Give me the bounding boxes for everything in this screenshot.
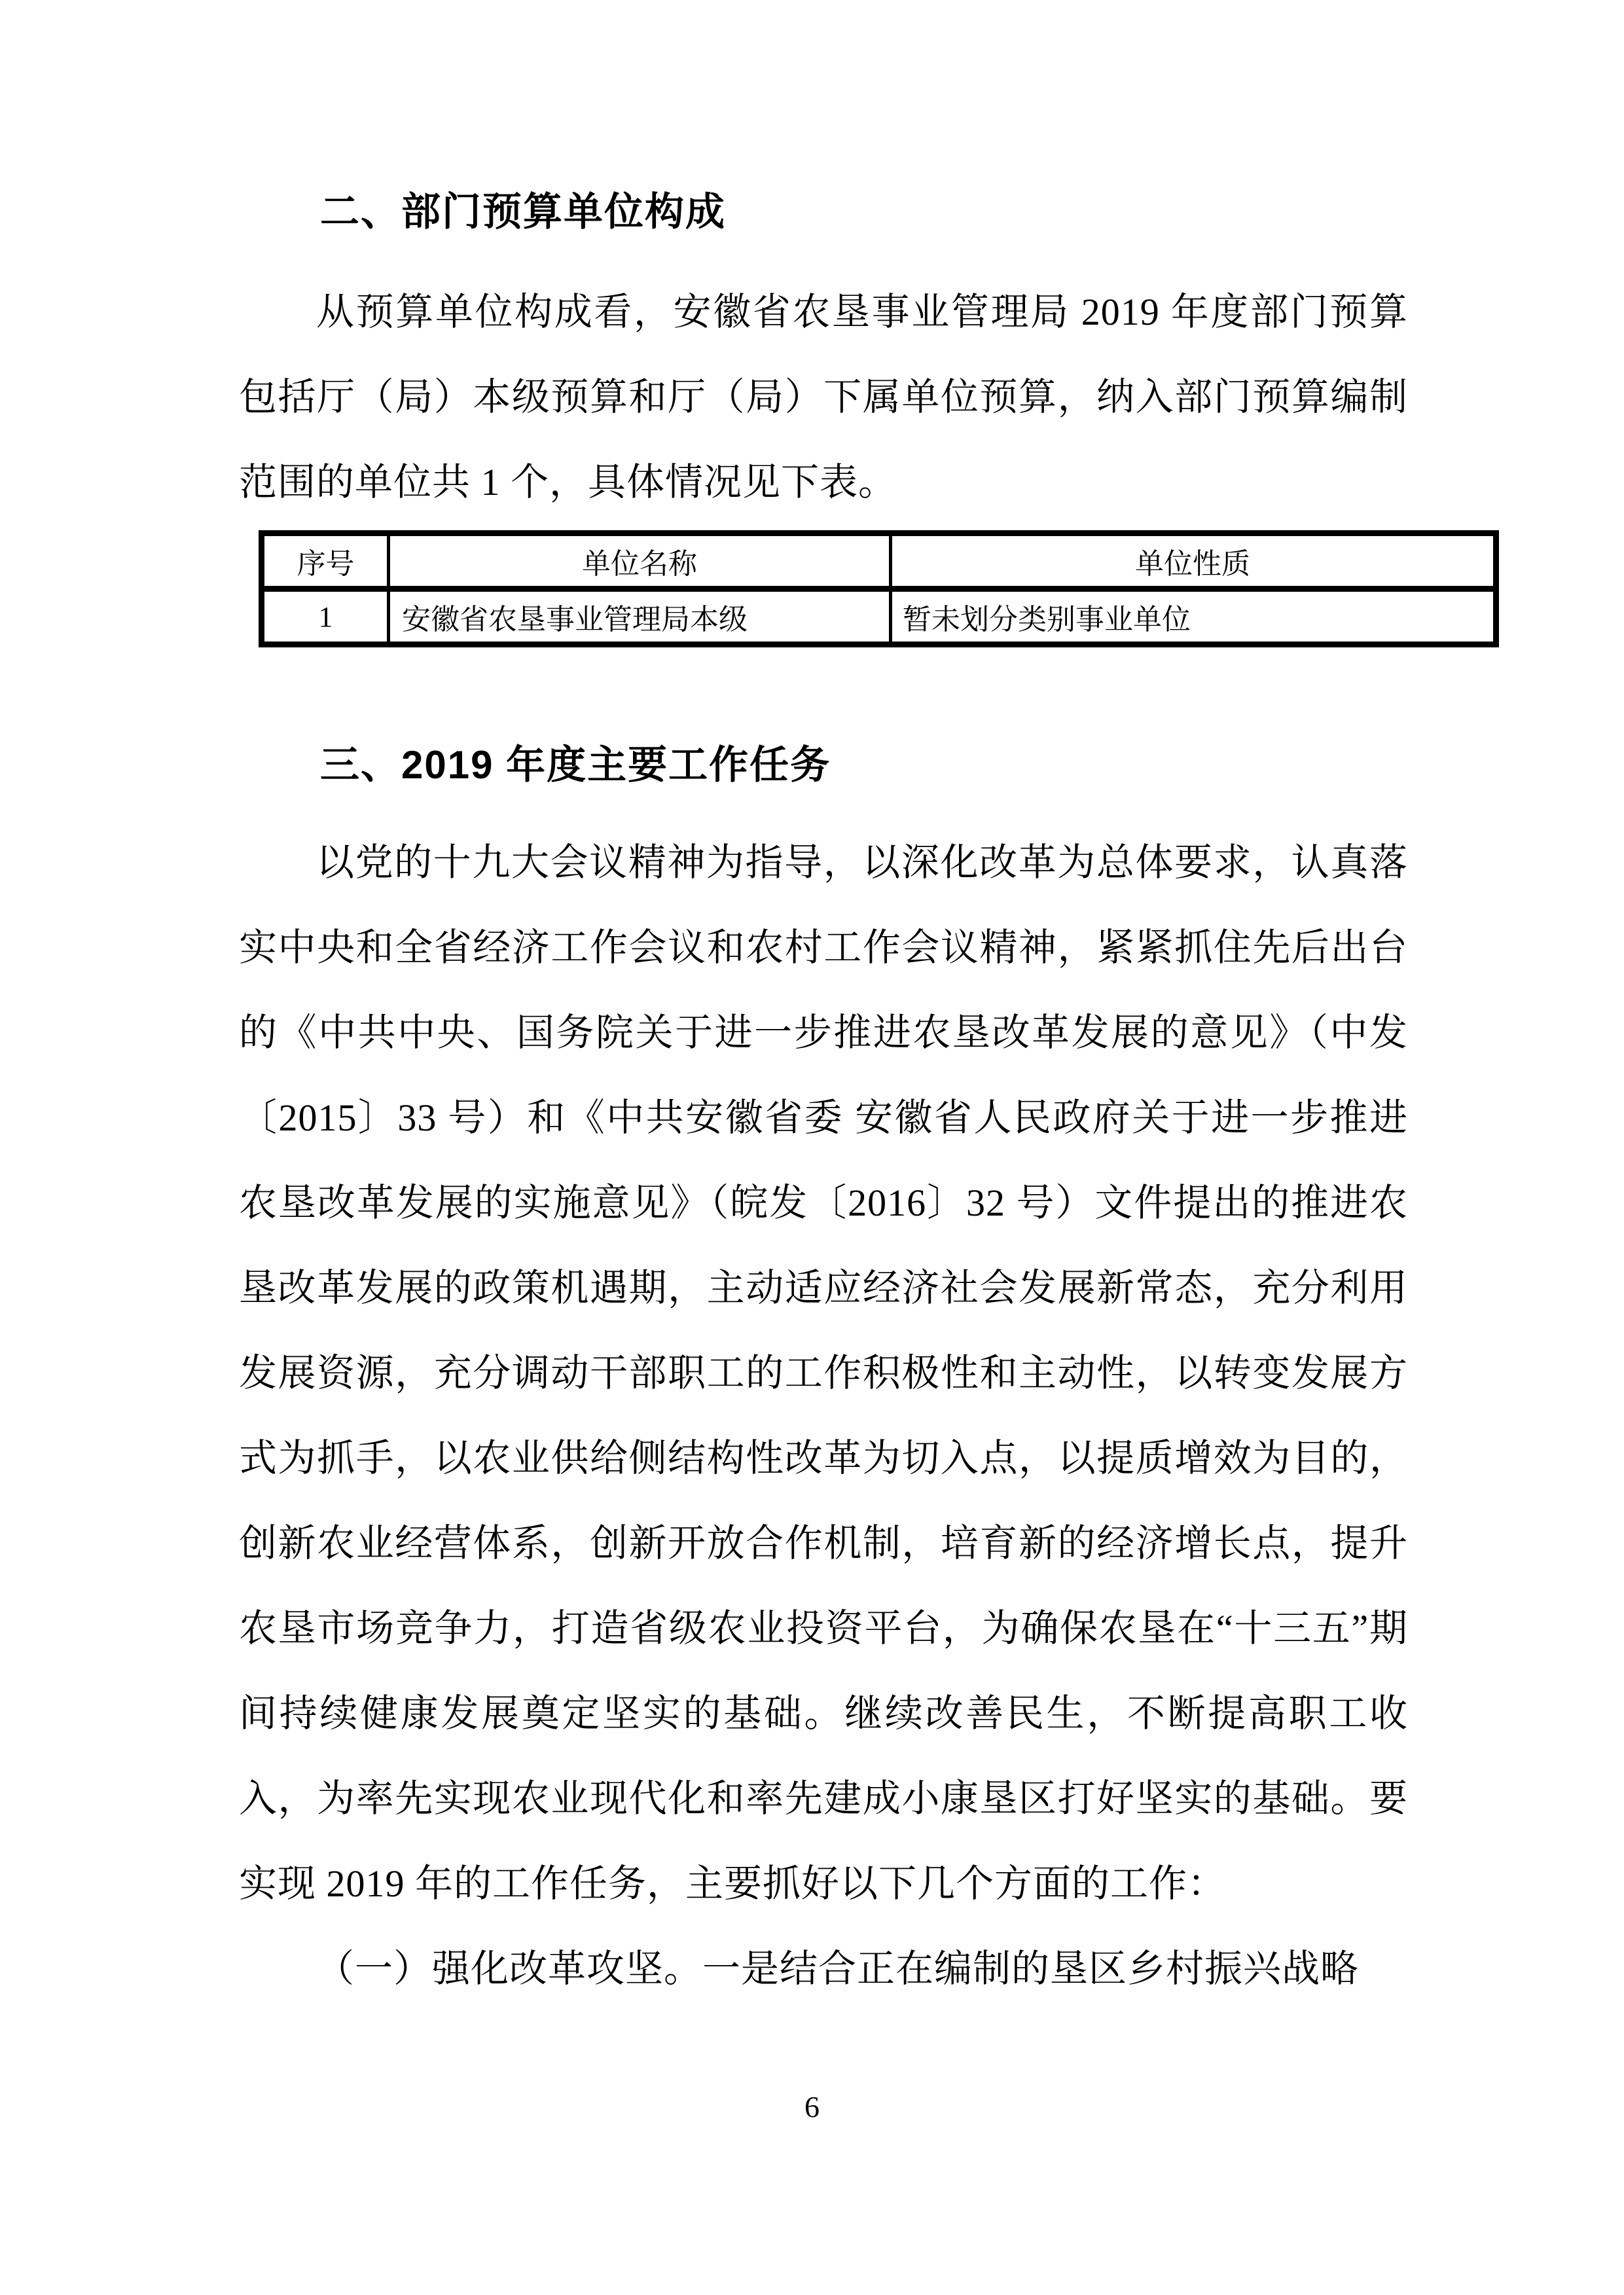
table-header-unit-name: 单位名称 bbox=[389, 533, 891, 589]
main-tasks-paragraph: 以党的十九大会议精神为指导，以深化改革为总体要求，认真落实中央和全省经济工作会议和农村工作会议精神，紧紧抓住先后出台的《中共中央、国务院关于进一步推进农垦改革发展的意见》（中发〔2015〕33 号）和《中共安徽省委 安徽省人民政府关于进一步推进农垦改革发展的实施意见》（皖发〔2016〕32 号）文件提出的推进农垦改革发展的政策机遇期，主动适应经济社会发展新常态，充分利用发展资源，充分调动干部职工的工作积极性和主动性，以转变发展方式为抓手，以农业供给侧结构性改革为切入点，以提质增效为目的，创新农业经营体系，创新开放合作机制，培育新的经济增长点，提升农垦市场竞争力，打造省级农业投资平台，为确保农垦在“十三五”期间持续健康发展奠定坚实的基础。继续改善民生，不断提高职工收入，为率先实现农业现代化和率先建成小康垦区打好坚实的基础。要实现 2019 年的工作任务，主要抓好以下几个方面的工作： bbox=[239, 841, 1408, 1905]
section-heading-2019-main-tasks: 三、2019 年度主要工作任务 bbox=[320, 743, 831, 787]
table-row bbox=[262, 589, 1496, 645]
budget-units-table bbox=[259, 530, 1499, 647]
reform-task-item-paragraph: （一）强化改革攻坚。一是结合正在编制的垦区乡村振兴战略 bbox=[316, 1947, 1360, 1990]
table-header-unit-type: 单位性质 bbox=[891, 533, 1496, 589]
table-cell-unit-name: 安徽省农垦事业管理局本级 bbox=[389, 589, 891, 645]
table-header-row bbox=[262, 533, 1496, 589]
budget-unit-composition-paragraph: 从预算单位构成看，安徽省农垦事业管理局 2019 年度部门预算包括厅（局）本级预算和厅（局）下属单位预算，纳入部门预算编制范围的单位共 1 个，具体情况见下表。 bbox=[239, 291, 1408, 503]
section-heading-budget-unit-composition: 二、部门预算单位构成 bbox=[320, 190, 726, 234]
page-number: 6 bbox=[804, 2090, 820, 2123]
table-cell-unit-type: 暂未划分类别事业单位 bbox=[891, 589, 1496, 645]
table-cell-seq: 1 bbox=[262, 589, 389, 645]
table-header-seq: 序号 bbox=[262, 533, 389, 589]
